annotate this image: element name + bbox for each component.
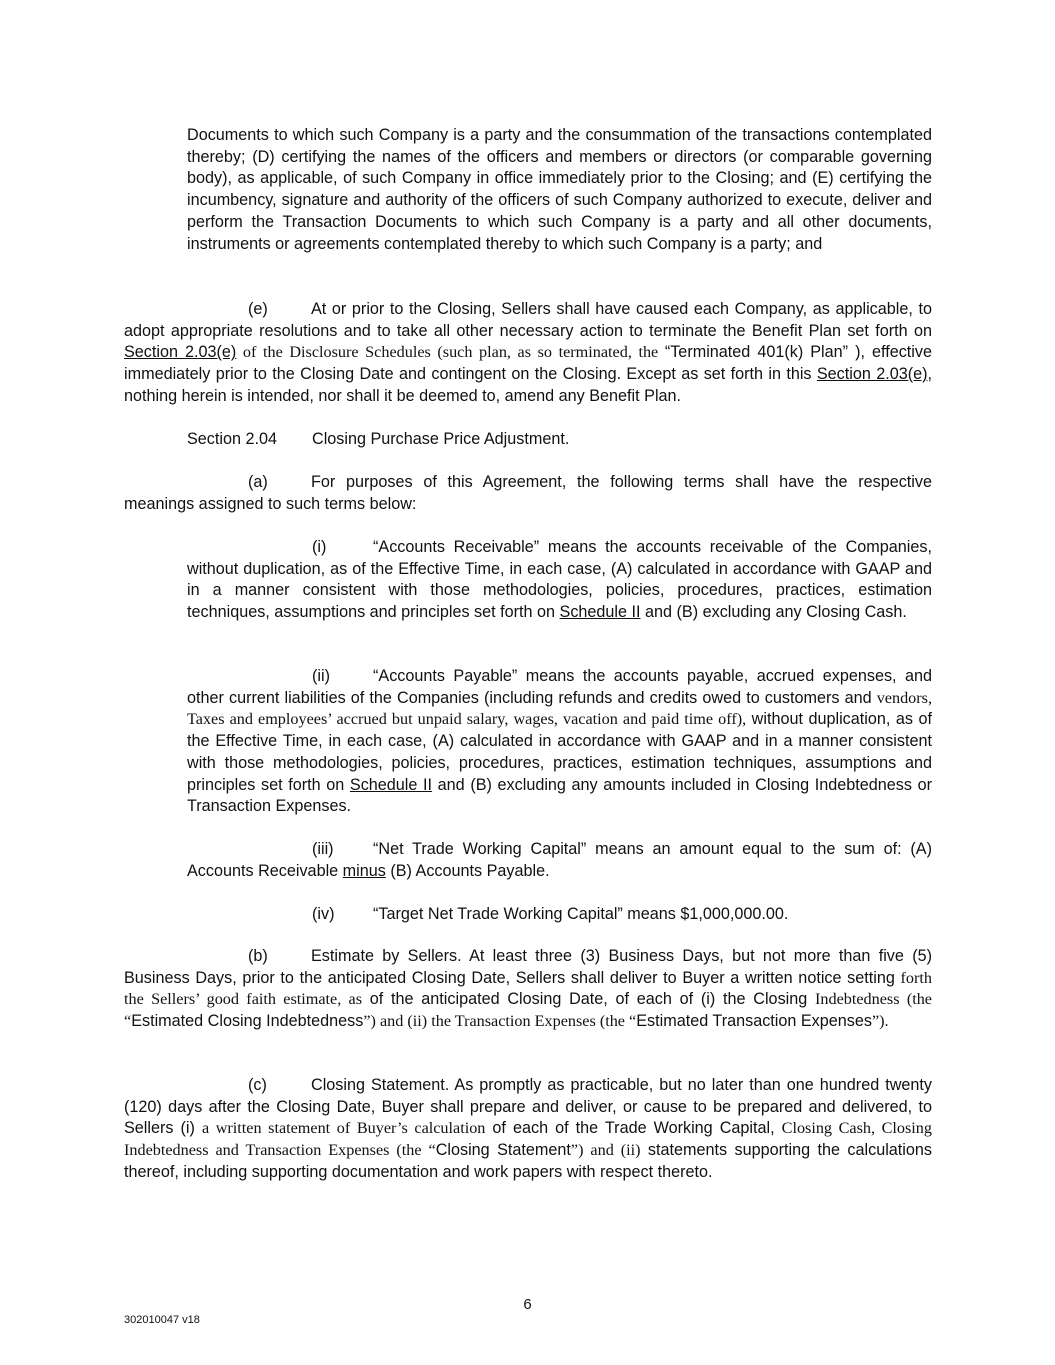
paragraph-ii [187,666,932,818]
paragraph-iii [187,839,932,882]
paragraph-iii-text-1: “Net Trade Working Capital” means an amount equal to the sum of: (A) Accounts Receivable [187,840,932,880]
paragraph-i-label: (i) [312,538,327,556]
paragraph-iv-text: “Target Net Trade Working Capital” means $1,000,000.00. [373,905,789,923]
section-title: Closing Purchase Price Adjustment. [312,430,570,448]
paragraph-c-heading: Closing Statement. [311,1076,450,1094]
document-id: 302010047 v18 [124,1314,200,1326]
paragraph-a-label: (a) [248,473,268,491]
paragraph-b-serif-2: Indebtedness (the “ [124,990,932,1031]
section-2-03e-reference: Section 2.03(e) [124,343,237,362]
section-number: Section 2.04 [187,430,277,448]
paragraph-ii-label: (ii) [312,667,330,685]
minus-term: minus [342,861,386,880]
paragraph-iii-label: (iii) [312,840,334,858]
paragraph-c-text-2: of each of the Trade Working Capital, [485,1119,782,1138]
closing-statement-term: Closing Statement [435,1141,571,1160]
paragraph-b-serif-1: forth the Sellers’ good faith estimate, as [124,968,932,1009]
estimated-transaction-expenses-term: Estimated Transaction Expenses [636,1012,872,1031]
paragraph-d-text: Documents to which such Company is a party and the consummation of the transactions contemplated thereby; (D) certifying the names of the officers and members or directors (or comparable governing body), as applicable, of such Company in office immediately prior to the Closing; and (E) certifying the incumbency, signature and authority of the officers of such Company authorized to execute, deliver and perform the Transaction Documents to which such Company is a party and all other documents, instruments or agreements contemplated thereby to which such Company is a party; and [187,126,932,253]
paragraph-b-heading: Estimate by Sellers. [311,947,462,965]
paragraph-b-text-2: of the anticipated Closing Date, of each of (i) the Closing [362,990,816,1009]
paragraph-c [124,1075,932,1184]
paragraph-c-label: (c) [248,1076,267,1094]
paragraph-iii-text-2: (B) Accounts Payable. [385,861,550,880]
paragraph-i-text-1: “Accounts Receivable” means the accounts receivable of the Companies, without duplication, as of the Effective Time, in each case, (A) calculated in accordance with GAAP and in a manner consistent with those methodologies, policies, procedures, practices, estimation techniques, assumptions and principles set forth on [187,538,932,622]
paragraph-a-text: For purposes of this Agreement, the following terms shall have the respective meanings assigned to such terms below: [124,473,932,513]
schedule-ii-reference: Schedule II [559,603,641,622]
paragraph-ii-text-3: and (B) excluding any amounts included in Closing Indebtedness or Transaction Expenses. [187,775,933,816]
paragraph-iv-label: (iv) [312,905,335,923]
paragraph-i [187,537,932,624]
paragraph-iv [187,904,932,926]
paragraph-e-text-1: At or prior to the Closing, Sellers shall have caused each Company, as applicable, to adopt appropriate resolutions and to take all other necessary action to terminate the Benefit Plan set forth on [124,300,932,340]
paragraph-c-serif-2: Closing Cash, Closing Indebtedness and Transaction Expenses (the “ [124,1119,932,1160]
paragraph-e-text-4: , nothing herein is intended, nor shall it be deemed to, amend any Benefit Plan. [124,365,933,405]
paragraph-c-text-1: As promptly as practicable, but no later than one hundred twenty (120) days after the Closing Date, Buyer shall prepare and deliver, or cause to be prepared and delivered, to Sellers (i) [124,1076,932,1138]
paragraph-a [124,472,932,515]
section-2-03e-reference-2: Section 2.03(e) [816,365,928,384]
paragraph-ii-serif-text: vendors, Taxes and employees’ accrued but unpaid salary, wages, vacation and paid time off), [187,688,932,729]
paragraph-c-text-4: statements supporting the calculations thereof, including supporting documentation and work papers with respect thereto. [124,1141,933,1181]
section-2-04-heading [187,429,932,451]
paragraph-b-serif-3: ”) and (ii) the Transaction Expenses (the “ [363,1012,637,1031]
paragraph-e-text-2: of the Disclosure Schedules (such plan, as so terminated, the [236,343,665,362]
paragraph-c-serif-1: a written statement of Buyer’s calculation [201,1119,486,1138]
paragraph-b-serif-4: ”). [871,1012,889,1031]
estimated-closing-indebtedness-term: Estimated Closing Indebtedness [131,1012,364,1031]
paragraph-ii-text-2: without duplication, as of the Effective Time, in each case, (A) calculated in accordance with GAAP and in a manner consistent with those methodologies, policies, procedures, practices, estimation techniques, assumptions and principles set forth on [187,710,932,794]
paragraph-b [124,946,932,1033]
page-number: 6 [523,1296,532,1313]
paragraph-e-label: (e) [248,300,268,318]
paragraph-b-label: (b) [248,947,268,965]
paragraph-b-text-1: At least three (3) Business Days, but not more than five (5) Business Days, prior to the anticipated Closing Date, Sellers shall deliver to Buyer a written notice setting [124,947,932,987]
paragraph-i-text-2: and (B) excluding any Closing Cash. [640,603,907,622]
paragraph-ii-text-1: “Accounts Payable” means the accounts payable, accrued expenses, and other current liabilities of the Companies (including refunds and credits owed to customers and [187,667,932,707]
paragraph-e [124,299,932,408]
paragraph-e-text-3: “Terminated 401(k) Plan” ), effective immediately prior to the Closing Date and contingent on the Closing. Except as set forth in this [124,343,932,384]
paragraph-c-serif-3: ”) and (ii) [570,1141,641,1160]
schedule-ii-reference-2: Schedule II [349,775,433,794]
paragraph-d-continued [187,125,932,255]
